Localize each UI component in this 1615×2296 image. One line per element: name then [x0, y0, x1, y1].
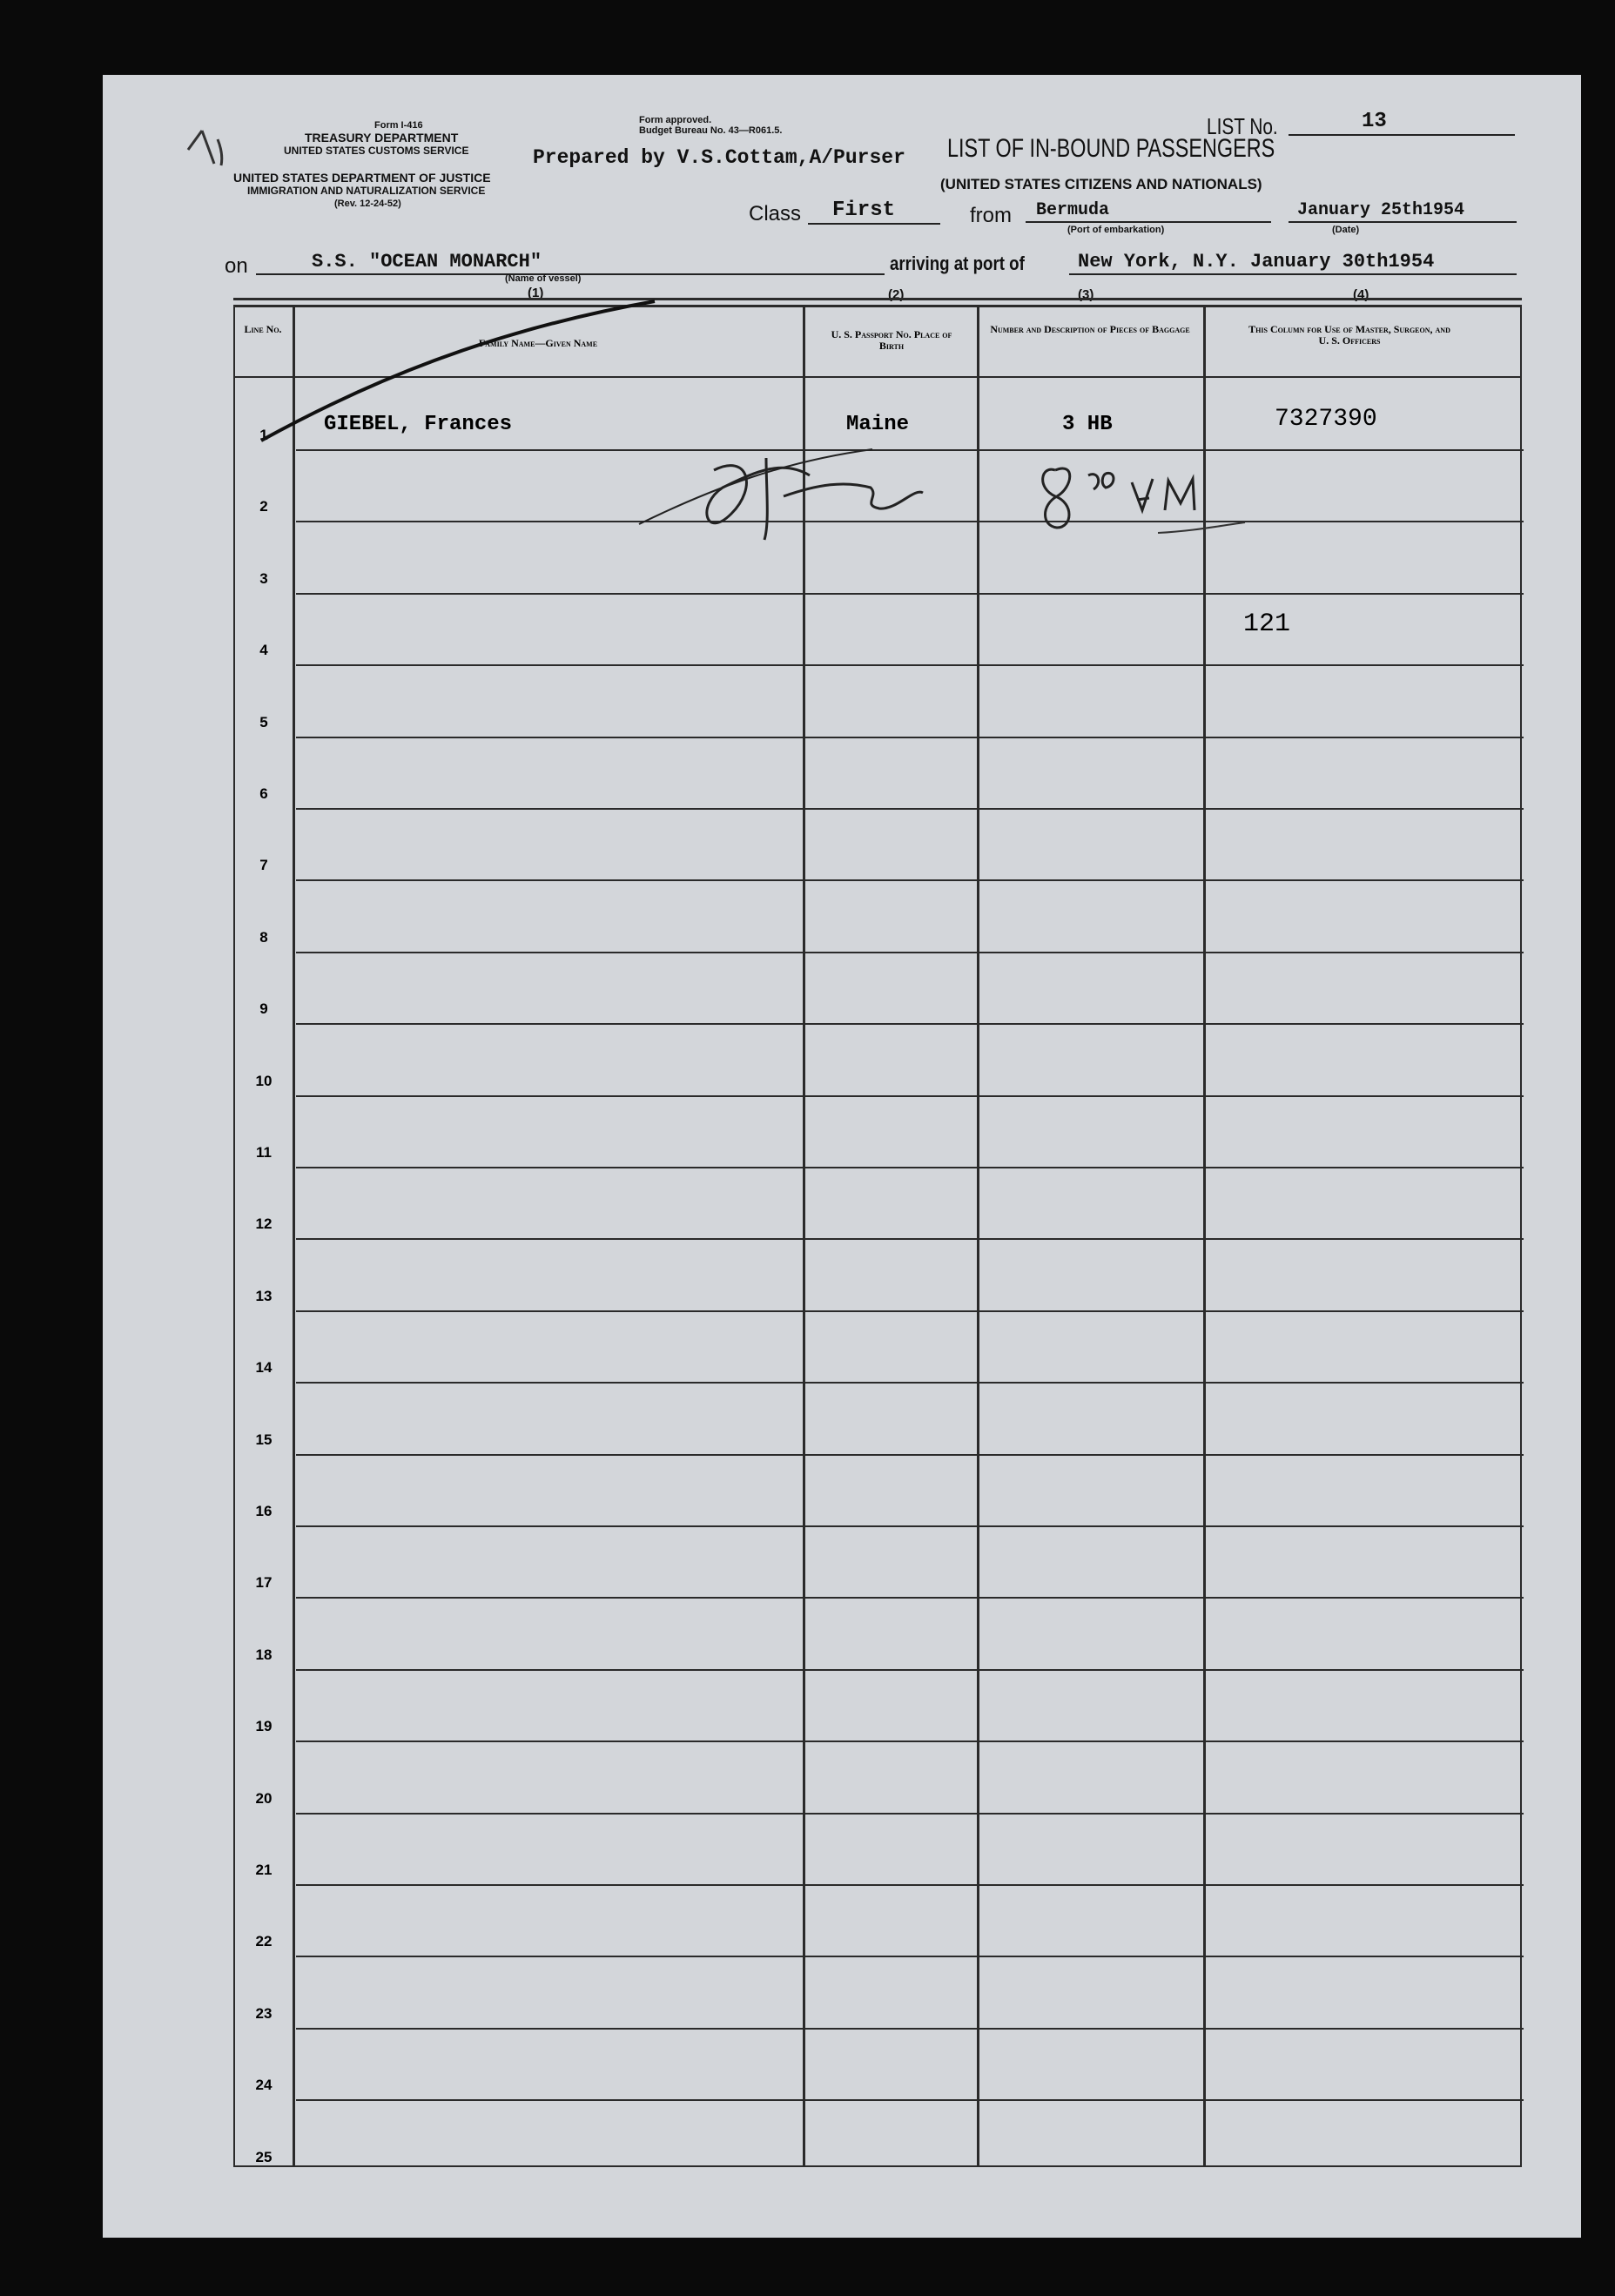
signature-initials	[707, 458, 923, 540]
line-number: 6	[259, 785, 268, 802]
line-number: 8	[259, 928, 268, 946]
class-label: Class	[749, 202, 802, 226]
pen-mark	[1158, 522, 1245, 533]
line-number: 1	[259, 427, 268, 443]
form-number: Form I-416	[374, 120, 423, 131]
header-line-no: Line No.	[244, 323, 282, 335]
arriving-label: arriving at port of	[890, 252, 1025, 274]
corner-mark	[188, 131, 222, 165]
manifest-subtitle: (UNITED STATES CITIZENS AND NATIONALS)	[940, 176, 1262, 192]
line-number: 17	[255, 1574, 273, 1592]
passenger-name: GIEBEL, Frances	[324, 413, 513, 436]
vessel-name: S.S. "OCEAN MONARCH"	[312, 251, 542, 273]
line-number: 7	[259, 857, 268, 874]
line-number: 25	[255, 2148, 273, 2165]
revision-date: (Rev. 12-24-52)	[334, 199, 401, 209]
class-value: First	[832, 199, 896, 222]
column-3-number: (3)	[1078, 287, 1094, 302]
line-number: 18	[255, 1646, 273, 1663]
manifest-title: LIST OF IN-BOUND PASSENGERS	[947, 134, 1275, 163]
vessel-caption: (Name of vessel)	[505, 273, 582, 284]
line-number: 3	[259, 569, 268, 587]
line-number: 11	[256, 1144, 272, 1161]
line-number: 4	[259, 642, 268, 659]
line-number: 22	[255, 1933, 273, 1950]
header-name: Family Name—Given Name	[478, 337, 598, 349]
from-caption: (Port of embarkation)	[1067, 225, 1165, 235]
immigration-service: IMMIGRATION AND NATURALIZATION SERVICE	[247, 185, 486, 197]
line-number: 12	[255, 1215, 273, 1233]
line-number: 16	[255, 1503, 273, 1519]
on-label: on	[225, 254, 248, 278]
from-value: Bermuda	[1036, 200, 1110, 220]
line-number: 5	[259, 713, 268, 731]
row-4-note: 121	[1243, 609, 1291, 639]
line-number: 2	[259, 498, 268, 515]
line-number: 14	[255, 1359, 273, 1377]
baggage-count: 3 HB	[1062, 413, 1113, 436]
line-number: 21	[255, 1862, 273, 1878]
header-passport: U. S. Passport No. Place of Birth	[831, 328, 952, 352]
check-stroke	[261, 301, 655, 441]
arrival-value: New York, N.Y. January 30th1954	[1078, 251, 1435, 273]
header-officers: This Column for Use of Master, Surgeon, and U. S. Officers	[1248, 323, 1450, 347]
from-label: from	[970, 204, 1012, 227]
line-number: 15	[255, 1431, 273, 1448]
list-no-value: 13	[1362, 110, 1387, 133]
line-number: 10	[255, 1072, 273, 1089]
column-2-number: (2)	[888, 287, 905, 302]
justice-department: UNITED STATES DEPARTMENT OF JUSTICE	[233, 171, 491, 185]
line-number: 20	[255, 1789, 273, 1807]
prepared-by: Prepared by V.S.Cottam,A/Purser	[533, 146, 905, 169]
column-1-number: (1)	[528, 286, 544, 300]
line-number: 23	[255, 2004, 273, 2022]
budget-bureau: Budget Bureau No. 43—R061.5.	[639, 125, 783, 136]
header-baggage: Number and Description of Pieces of Baggage	[990, 323, 1190, 335]
line-number: 9	[259, 1000, 268, 1018]
customs-service: UNITED STATES CUSTOMS SERVICE	[284, 145, 469, 157]
form-approved: Form approved.	[639, 115, 712, 125]
line-number: 13	[255, 1287, 273, 1304]
line-number: 24	[255, 2077, 273, 2094]
column-4-number: (4)	[1353, 287, 1369, 302]
date-caption: (Date)	[1332, 225, 1360, 235]
list-no-label: LIST No.	[1207, 113, 1278, 139]
treasury-department: TREASURY DEPARTMENT	[305, 131, 459, 145]
officer-number: 7327390	[1275, 406, 1377, 433]
signature-strike	[639, 449, 872, 524]
line-number: 19	[255, 1718, 273, 1735]
signature-time	[1043, 468, 1194, 528]
date-value: January 25th1954	[1297, 200, 1465, 220]
birthplace: Maine	[846, 413, 910, 436]
